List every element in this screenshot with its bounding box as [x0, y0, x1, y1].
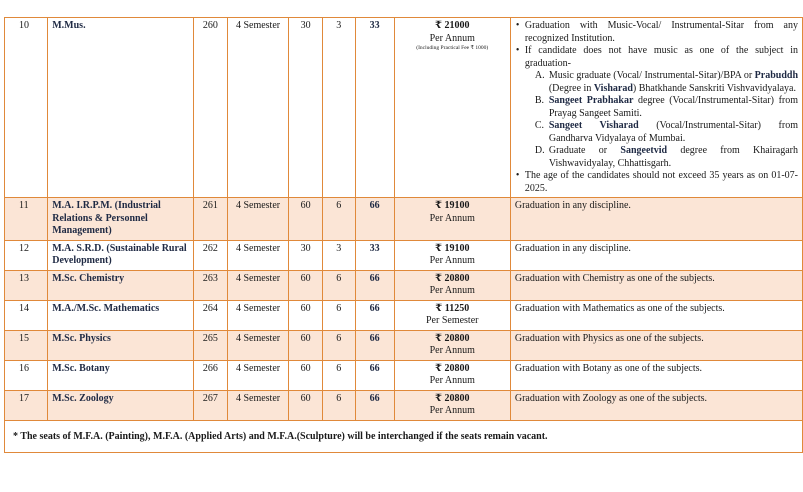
fee-amount: ₹ 20800 [435, 332, 470, 344]
course-table [4, 17, 803, 453]
eligibility-subitem [534, 70, 799, 95]
fee-period: Per Annum [429, 32, 475, 44]
course-name: M.Mus. [48, 18, 194, 198]
eligibility-cell: Graduation with Mathematics as one of the subjects. [510, 300, 802, 330]
table-row [5, 330, 803, 360]
seats-general: 60 [289, 300, 322, 330]
course-code: 267 [194, 390, 227, 420]
fee-amount: ₹ 11250 [435, 302, 470, 314]
seats-total: 66 [355, 198, 394, 241]
serial-number: 17 [5, 390, 48, 420]
seats-general: 60 [289, 270, 322, 300]
subitem-text: Music graduate (Vocal/ Instrumental-Sitar)/BPA or [548, 70, 755, 81]
footnote: * The seats of M.F.A. (Painting), M.F.A. (Applied Arts) and M.F.A.(Sculpture) will be interchanged if the seats remain vacant. [5, 420, 803, 453]
serial-number: 10 [5, 18, 48, 198]
fee-amount: ₹ 20800 [435, 272, 470, 284]
course-duration: 4 Semester [227, 18, 289, 198]
fee-amount: ₹ 21000 [435, 20, 470, 31]
seats-total: 66 [355, 390, 394, 420]
fee-cell [394, 300, 510, 330]
subitem-bold: Sangeet Visharad [548, 120, 639, 131]
subitem-text: (Vocal/Instrumental-Sitar) from Gandharva Vidyalaya of Mumbai. [548, 120, 798, 144]
subitem-marker: B. [534, 95, 545, 106]
fee-cell [394, 330, 510, 360]
seats-total: 33 [355, 240, 394, 270]
subitem-bold: Prabuddh [754, 70, 799, 81]
seats-general: 30 [289, 240, 322, 270]
course-code: 263 [194, 270, 227, 300]
table-row [5, 240, 803, 270]
course-code: 265 [194, 330, 227, 360]
serial-number: 14 [5, 300, 48, 330]
course-name: M.A./M.Sc. Mathematics [48, 300, 194, 330]
eligibility-cell: Graduation with Zoology as one of the subjects. [510, 390, 802, 420]
seats-additional: 6 [322, 198, 355, 241]
seats-total: 66 [355, 330, 394, 360]
seats-general: 60 [289, 330, 322, 360]
eligibility-sublist [525, 70, 798, 170]
footnote-row [5, 420, 803, 453]
subitem-text: Graduate or [548, 145, 621, 156]
subitem-bold: Sangeet Prabhakar [548, 95, 634, 106]
seats-total: 33 [355, 18, 394, 198]
fee-cell [394, 390, 510, 420]
fee-cell [394, 18, 510, 198]
course-name: M.Sc. Physics [48, 330, 194, 360]
eligibility-bullet-text: If candidate does not have music as one of the subject in graduation- [524, 45, 798, 69]
fee-cell [394, 240, 510, 270]
eligibility-bullet [525, 45, 798, 170]
fee-cell [394, 198, 510, 241]
course-duration: 4 Semester [227, 360, 289, 390]
seats-general: 60 [289, 360, 322, 390]
fee-amount: ₹ 20800 [435, 362, 470, 374]
course-code: 261 [194, 198, 227, 241]
eligibility-cell: Graduation in any discipline. [510, 198, 802, 241]
fee-period: Per Annum [429, 405, 475, 416]
fee-period: Per Annum [429, 285, 475, 296]
subitem-bold: Visharad [593, 82, 633, 94]
eligibility-cell: Graduation with Physics as one of the subjects. [510, 330, 802, 360]
table-row [5, 360, 803, 390]
fee-amount: ₹ 20800 [435, 392, 470, 404]
course-code: 266 [194, 360, 227, 390]
course-duration: 4 Semester [227, 198, 289, 241]
seats-general: 60 [289, 390, 322, 420]
fee-amount: ₹ 19100 [435, 200, 470, 211]
subitem-text: ) Bhatkhande Sanskriti Vishvavidyalaya. [632, 82, 796, 94]
table-row [5, 390, 803, 420]
table-row [5, 18, 803, 198]
fee-note: (Including Practical Fee ₹ 1000) [416, 45, 489, 51]
eligibility-subitem [534, 95, 799, 120]
fee-period: Per Annum [429, 375, 475, 386]
subitem-text: degree (Vocal/Instrumental-Sitar) from Prayag Sangeet Samiti. [548, 95, 799, 119]
seats-additional: 6 [322, 390, 355, 420]
table-row [5, 270, 803, 300]
fee-period: Per Annum [429, 255, 475, 266]
seats-additional: 6 [322, 330, 355, 360]
subitem-marker: C. [534, 120, 545, 131]
serial-number: 16 [5, 360, 48, 390]
subitem-marker: A. [534, 70, 545, 81]
fee-period: Per Annum [429, 345, 475, 356]
eligibility-list [515, 20, 798, 195]
fee-period: Per Annum [429, 212, 475, 224]
eligibility-cell: Graduation with Chemistry as one of the subjects. [510, 270, 802, 300]
course-duration: 4 Semester [227, 330, 289, 360]
eligibility-cell [510, 18, 802, 198]
course-duration: 4 Semester [227, 390, 289, 420]
course-duration: 4 Semester [227, 300, 289, 330]
serial-number: 12 [5, 240, 48, 270]
course-code: 260 [194, 18, 227, 198]
subitem-marker: D. [534, 145, 545, 156]
seats-additional: 3 [322, 18, 355, 198]
fee-amount: ₹ 19100 [435, 242, 470, 254]
subitem-bold: Sangeetvid [620, 145, 668, 156]
table-row [5, 300, 803, 330]
course-code: 262 [194, 240, 227, 270]
course-name: M.Sc. Zoology [48, 390, 194, 420]
course-name: M.A. S.R.D. (Sustainable Rural Development) [48, 240, 194, 270]
eligibility-subitem [534, 120, 798, 145]
eligibility-subitem [534, 145, 799, 170]
eligibility-bullet: • Graduation with Music-Vocal/ Instrumental-Sitar from any recognized Institution. [525, 20, 798, 45]
course-name: M.Sc. Chemistry [48, 270, 194, 300]
serial-number: 13 [5, 270, 48, 300]
subitem-text: degree from Khairagarh Vishwavidyalay, Chhattisgarh. [548, 145, 799, 169]
serial-number: 11 [5, 198, 48, 241]
seats-additional: 6 [322, 300, 355, 330]
course-code: 264 [194, 300, 227, 330]
course-name: M.A. I.R.P.M. (Industrial Relations & Personnel Management) [48, 198, 194, 241]
seats-general: 30 [289, 18, 322, 198]
serial-number: 15 [5, 330, 48, 360]
eligibility-cell: Graduation in any discipline. [510, 240, 802, 270]
course-duration: 4 Semester [227, 270, 289, 300]
seats-additional: 6 [322, 360, 355, 390]
subitem-text: (Degree in [548, 82, 594, 94]
seats-total: 66 [355, 360, 394, 390]
table-row [5, 198, 803, 241]
eligibility-cell: Graduation with Botany as one of the subjects. [510, 360, 802, 390]
seats-additional: 3 [322, 240, 355, 270]
course-duration: 4 Semester [227, 240, 289, 270]
seats-total: 66 [355, 300, 394, 330]
course-name: M.Sc. Botany [48, 360, 194, 390]
fee-period: Per Semester [425, 315, 479, 326]
eligibility-bullet: • The age of the candidates should not exceed 35 years as on 01-07-2025. [525, 170, 798, 195]
seats-total: 66 [355, 270, 394, 300]
fee-cell [394, 270, 510, 300]
fee-cell [394, 360, 510, 390]
seats-general: 60 [289, 198, 322, 241]
seats-additional: 6 [322, 270, 355, 300]
